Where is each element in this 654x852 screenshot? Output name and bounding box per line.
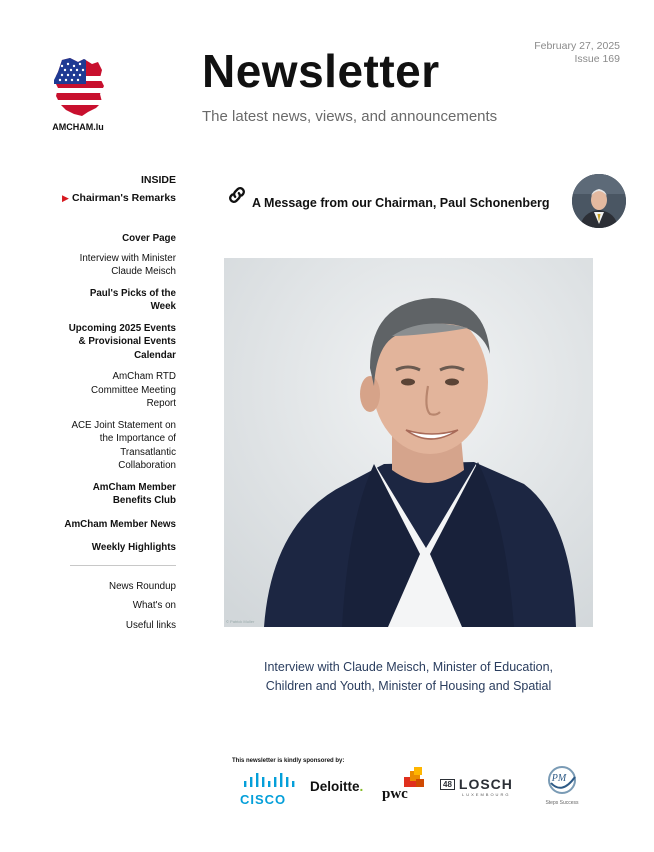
sidebar-item-line: & Provisional Events [78,336,176,347]
sidebar-item-line: Committee Meeting [91,384,176,396]
sidebar-nav [40,174,176,632]
sidebar-item[interactable] [40,252,176,279]
issue-info [534,40,620,66]
caption-line: Children and Youth, Minister of Housing and Spatial [265,679,552,693]
chairman-message-heading: A Message from our Chairman, Paul Schonenberg [252,196,550,210]
sidebar-inside-heading: INSIDE [140,174,176,186]
deloitte-text: Deloitte [310,779,360,794]
sidebar-item[interactable] [40,518,176,532]
sidebar-item[interactable] [40,287,176,314]
sidebar-item-line: Paul's Picks of the [89,287,176,299]
deloitte-logo[interactable] [310,778,363,796]
chairman-message-link[interactable] [226,180,550,210]
sidebar-item-line: Collaboration [118,460,176,471]
sidebar-item-line: Upcoming 2025 Events [68,322,176,334]
cisco-bars-icon [240,773,296,787]
sidebar-item-line: Week [150,301,176,312]
losch-badge-icon: 48 [440,779,455,790]
sidebar-secondary-item[interactable]: What's on [132,600,176,611]
sidebar-item-line: ACE Joint Statement on [71,419,176,431]
cisco-text: CISCO [240,792,287,807]
sponsor-logos [236,765,596,809]
losch-subtext: LUXEMBOURG [462,792,511,797]
losch-logo[interactable] [440,776,513,797]
issue-date: February 27, 2025 [534,40,620,52]
sidebar-secondary-item[interactable]: Useful links [125,619,176,631]
sidebar-item-line: Interview with Minister [79,252,176,264]
sidebar-item[interactable] [40,232,176,246]
minister-photo [224,258,593,627]
cisco-logo[interactable] [240,773,296,807]
chairman-avatar [572,174,626,228]
sponsor-label: This newsletter is kindly sponsored by: [232,758,345,764]
logo-text: AMCHAM.lu [52,122,104,132]
sidebar-item-line: AmCham RTD [112,371,176,382]
sidebar-item-line: the Importance of [99,433,176,444]
sidebar-item-line: AmCham Member [92,481,176,493]
sidebar-secondary-items [40,580,176,633]
issue-number: Issue 169 [574,53,620,65]
sidebar-item-line: Weekly Highlights [91,542,176,553]
sidebar-item[interactable] [40,419,176,473]
photo-credit: © Patrick Muller [226,619,255,624]
losch-text: LOSCH [458,776,513,792]
triangle-right-icon: ▶ [62,193,69,203]
sidebar-item[interactable] [40,322,176,363]
steps-text: Steps Success [545,800,579,806]
sidebar-item[interactable] [40,481,176,508]
sidebar-items [40,232,176,555]
link-icon [226,184,248,206]
sidebar-item-active[interactable] [40,192,176,204]
sidebar-item[interactable] [40,370,176,411]
sidebar-item-label: Chairman's Remarks [71,192,176,204]
sidebar-item-line: Report [146,398,176,409]
newsletter-title: Newsletter [202,45,440,97]
pwc-blocks-icon [382,767,428,787]
amcham-logo[interactable] [48,56,108,132]
pwc-text: pwc [382,786,408,802]
deloitte-dot: . [359,779,364,794]
sidebar-secondary-item[interactable]: News Roundup [109,580,176,592]
sidebar-item[interactable] [40,541,176,555]
steps-mark: PM [551,773,567,784]
interview-caption[interactable] [224,658,593,696]
sidebar-divider [70,565,176,566]
sidebar-item-line: Calendar [134,349,176,361]
sidebar-item-line: AmCham Member News [64,518,176,530]
sidebar-item-line: Claude Meisch [111,266,176,277]
luxembourg-flag-map-icon [48,56,108,118]
pwc-logo[interactable] [382,767,428,803]
caption-line: Interview with Claude Meisch, Minister of Education, [263,660,553,674]
sidebar-item-line: Cover Page [122,233,176,244]
sidebar-item-line: Transatlantic [120,446,176,458]
newsletter-subtitle: The latest news, views, and announcements [202,108,498,125]
sidebar-item-line: Benefits Club [112,495,176,506]
steps-success-logo[interactable] [542,765,582,806]
